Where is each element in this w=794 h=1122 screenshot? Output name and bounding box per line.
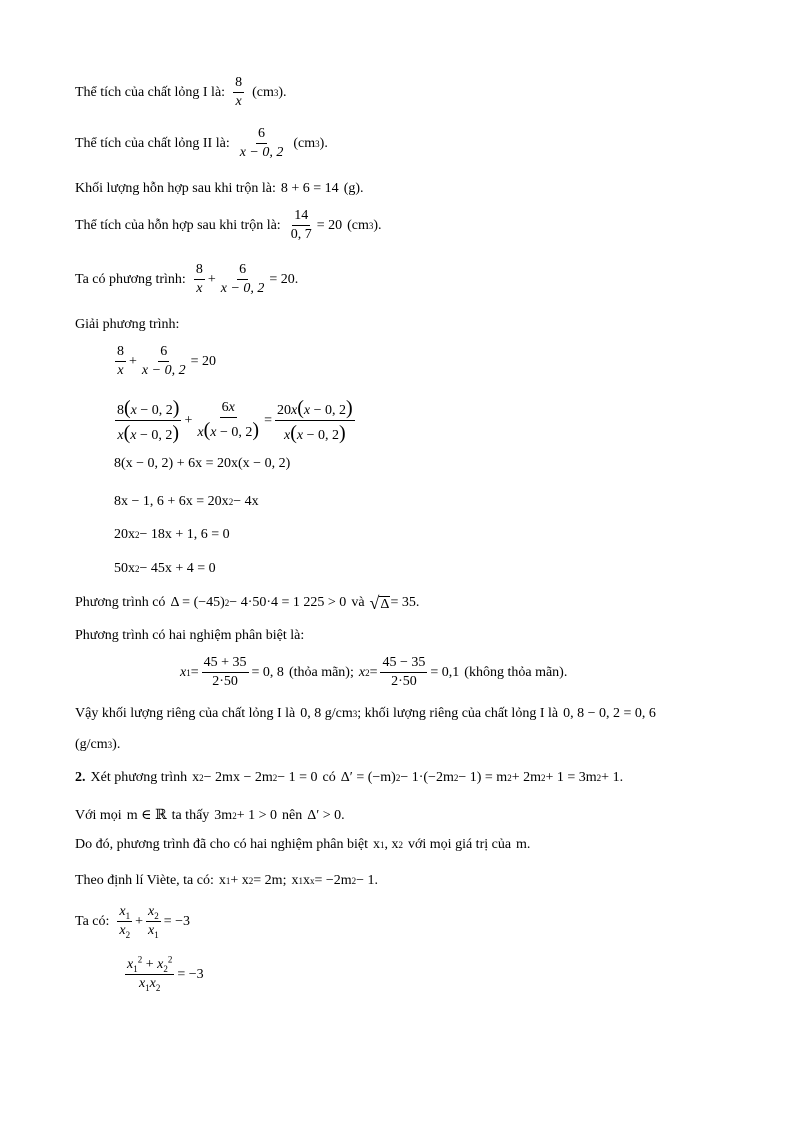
line-volume-liquid-2: Thể tích của chất lỏng II là: $\frac{6}{x - 0, 2}$ (cm 3 ).	[75, 126, 328, 160]
expr: − 1 = 0	[277, 770, 318, 785]
line-for-all-m: Với mọi m ∈ ℝ ta thấy 3m 2 + 1 > 0 nên Δ′ > 0.	[75, 808, 345, 823]
text: Vậy khối lượng riêng của chất lỏng I là	[75, 706, 296, 721]
numerator: 8	[194, 263, 205, 280]
line-viete: Theo định lí Viète, ta có: x 1 + x 2 = 2m; x 1 x x = −2m 2 − 1.	[75, 873, 379, 888]
unit: (g).	[343, 181, 364, 196]
fraction: $\frac{x_2}{x_1}$	[148, 904, 159, 940]
line-two-roots	[75, 629, 304, 643]
line-equation: Ta có phương trình: $\frac{8}{x}$ + $\frac{6}{x - 0, 2}$ = 20.	[75, 262, 299, 296]
text: Xét phương trình	[90, 770, 188, 785]
text: nên	[281, 808, 303, 823]
text: ; khối lượng riêng của chất lỏng I là	[357, 706, 559, 721]
unit-end: ).	[112, 737, 121, 752]
text: Thể tích của chất lỏng II là:	[75, 135, 230, 151]
denominator: 2·50	[212, 674, 238, 689]
equals: = 20.	[269, 271, 299, 287]
expression-end: − 4·50·4 = 1 225 > 0	[229, 595, 347, 610]
text: Với mọi	[75, 808, 122, 823]
expression-end: − 4x	[233, 494, 259, 509]
numerator: 6	[158, 345, 169, 362]
expr: x	[192, 770, 200, 785]
solve-step-6: 50x 2 − 45x + 4 = 0	[114, 561, 216, 576]
equals: = 20	[190, 353, 216, 369]
expression: 8 + 6 = 14	[280, 181, 339, 196]
text: có	[322, 770, 336, 785]
equals: = 20	[316, 217, 343, 233]
fraction	[115, 345, 126, 378]
line-sum-squares	[122, 954, 204, 993]
expr: 3m	[214, 808, 233, 823]
line-conclusion-unit: (g/cm 3 ).	[75, 737, 121, 752]
expr: + 1 = 3m	[545, 770, 597, 785]
text: Theo định lí Viète, ta có:	[75, 873, 214, 888]
text: Thể tích của chất lỏng I là:	[75, 84, 226, 100]
solve-step-3	[114, 457, 290, 471]
text: Ta có:	[75, 913, 110, 929]
expr: x	[373, 837, 380, 852]
equals: = −3	[177, 966, 204, 982]
expr: + 1.	[601, 770, 624, 785]
text: Do đó, phương trình đã cho có hai nghiệm phân biệt	[75, 837, 368, 852]
text: ta thấy	[171, 808, 210, 823]
value: 0, 8 g/cm	[300, 706, 353, 721]
expr: , x	[384, 837, 399, 852]
expression: 50x	[114, 561, 135, 576]
fraction	[238, 127, 286, 160]
unit: (cm	[293, 135, 316, 151]
numerator: 14	[292, 209, 310, 226]
numerator: 6	[256, 127, 267, 144]
numerator: 8	[233, 76, 244, 93]
fraction	[140, 345, 188, 378]
value: 0, 8 − 0, 2 = 0, 6	[563, 706, 656, 721]
text: Giải phương trình:	[75, 317, 180, 332]
denominator: x − 0, 2	[220, 281, 265, 296]
expression-end: − 45x + 4 = 0	[139, 561, 216, 576]
expr: = −2m	[314, 873, 352, 888]
unit: (g/cm	[75, 737, 108, 752]
expression: 20x	[114, 527, 135, 542]
solve-step-5: 20x 2 − 18x + 1, 6 = 0	[114, 527, 230, 542]
line-mixture-mass	[75, 182, 364, 196]
expression: 8x − 1, 6 + 6x = 20x	[114, 494, 229, 509]
expr: − 2mx − 2m	[203, 770, 273, 785]
unit-end: ).	[278, 84, 287, 100]
fraction: $\frac{8(x - 0, 2)}{x(x - 0, 2)}$	[117, 397, 180, 444]
denominator: x	[235, 94, 242, 109]
equals: = −3	[163, 913, 191, 929]
expr: − 1) = m	[458, 770, 508, 785]
line-part-2: 2. Xét phương trình x 2 − 2mx − 2m 2 − 1 = 0 có Δ′ = (−m) 2 − 1·(−2m 2 − 1) = m 2 + 2m 2 + 1 = 3m 2 + 1.	[75, 770, 624, 785]
expr: x	[291, 873, 299, 888]
part-number: 2.	[75, 770, 86, 785]
expr: x	[218, 873, 226, 888]
unit-end: ).	[319, 135, 328, 151]
expr: m.	[516, 837, 531, 852]
numerator: 45 − 35	[380, 656, 427, 673]
fraction	[380, 656, 427, 689]
numerator: 8	[115, 345, 126, 362]
fraction: $\frac{6x}{x(x - 0, 2)}$	[197, 400, 260, 441]
text: Thể tích của hỗn hợp sau khi trộn là:	[75, 217, 281, 233]
expr: Δ′ > 0.	[307, 808, 345, 823]
note: (không thỏa mãn).	[464, 664, 568, 680]
text: Ta có phương trình:	[75, 271, 186, 287]
expression: 8(x − 0, 2) + 6x = 20x(x − 0, 2)	[114, 456, 291, 471]
text: Phương trình có hai nghiệm phân biệt là:	[75, 628, 305, 643]
note: (thỏa mãn);	[288, 664, 354, 680]
fraction	[202, 656, 249, 689]
fraction	[219, 263, 267, 296]
expr: = 2m;	[253, 873, 287, 888]
expr: + 2m	[511, 770, 541, 785]
unit: (cm	[347, 217, 369, 233]
expr: − 1.	[356, 873, 379, 888]
denominator: x	[117, 363, 124, 378]
unit-end: ).	[373, 217, 382, 233]
line-two-distinct-roots: Do đó, phương trình đã cho có hai nghiệm phân biệt x 1 , x 2 với mọi giá trị của m.	[75, 837, 531, 852]
expression: Δ = (−45)	[170, 595, 225, 610]
unit: (cm	[252, 84, 274, 100]
line-ta-co: Ta có: $\frac{x_1}{x_2}$ + $\frac{x_2}{x_1}$ = −3	[75, 904, 191, 940]
value: = 0, 8	[251, 664, 284, 680]
line-discriminant: Phương trình có Δ = (−45) 2 − 4·50·4 = 1 225 > 0 và √ Δ = 35.	[75, 593, 420, 613]
denominator: x − 0, 2	[239, 145, 284, 160]
numerator: 45 + 35	[202, 656, 249, 673]
expr: m ∈ ℝ	[126, 808, 167, 823]
solve-step-1: $\frac{8}{x}$ + $\frac{6}{x - 0, 2}$ = 20	[117, 344, 216, 378]
line-conclusion: Vậy khối lượng riêng của chất lỏng I là 0, 8 g/cm 3 ; khối lượng riêng của chất lỏng I là 0, 8 − 0, 2 = 0, 6	[75, 706, 656, 721]
fraction: $\frac{20x(x - 0, 2)}{x(x - 0, 2)}$	[276, 397, 353, 444]
line-mixture-volume: Thể tích của hỗn hợp sau khi trộn là: $\frac{14}{0, 7}$ = 20 (cm 3 ).	[75, 208, 382, 242]
value: = 0,1	[430, 664, 460, 680]
line-solve	[75, 318, 179, 332]
expr: − 1·(−2m	[400, 770, 454, 785]
text: với mọi giá trị của	[408, 837, 512, 852]
numerator: 6	[237, 263, 248, 280]
fraction	[194, 263, 205, 296]
fraction: $\frac{x_1}{x_2}$	[119, 904, 131, 940]
solve-step-2: $\frac{8(x - 0, 2)}{x(x - 0, 2)}$ + $\frac{6x}{x(x - 0, 2)}$ = $\frac{20x(x - 0, 2)}{x(x - 0, 2)}$	[117, 397, 353, 444]
denominator: x − 0, 2	[141, 363, 186, 378]
fraction	[289, 209, 314, 242]
fraction: $\frac{x_1^2 + x_2^2}{x_1x_2}$	[127, 954, 173, 993]
denominator: x	[196, 281, 203, 296]
result: = 35.	[390, 595, 420, 610]
expr: Δ′ = (−m)	[340, 770, 396, 785]
expression-end: − 18x + 1, 6 = 0	[139, 527, 230, 542]
expr: x	[302, 873, 310, 888]
denominator: 2·50	[391, 674, 417, 689]
denominator: 0, 7	[290, 227, 312, 242]
text: Phương trình có	[75, 595, 166, 610]
line-volume-liquid-1: Thể tích của chất lỏng I là: $\frac{8}{x}$ (cm 3 ).	[75, 75, 287, 109]
fraction	[233, 76, 244, 109]
sqrt-delta: √ Δ	[369, 593, 390, 613]
expr: + 1 > 0	[236, 808, 277, 823]
and-word: và	[351, 595, 365, 610]
solve-step-4: 8x − 1, 6 + 6x = 20x 2 − 4x	[114, 494, 259, 509]
line-roots: x 1 = $\frac{45 + 35}{2\cdot 50}$ = 0, 8 (thỏa mãn); x 2 = $\frac{45 - 35}{2\cdot 50}$ = 0,1 (không thỏa mãn).	[180, 655, 568, 689]
expr: + x	[230, 873, 249, 888]
text: Khối lượng hỗn hợp sau khi trộn là:	[75, 181, 276, 196]
